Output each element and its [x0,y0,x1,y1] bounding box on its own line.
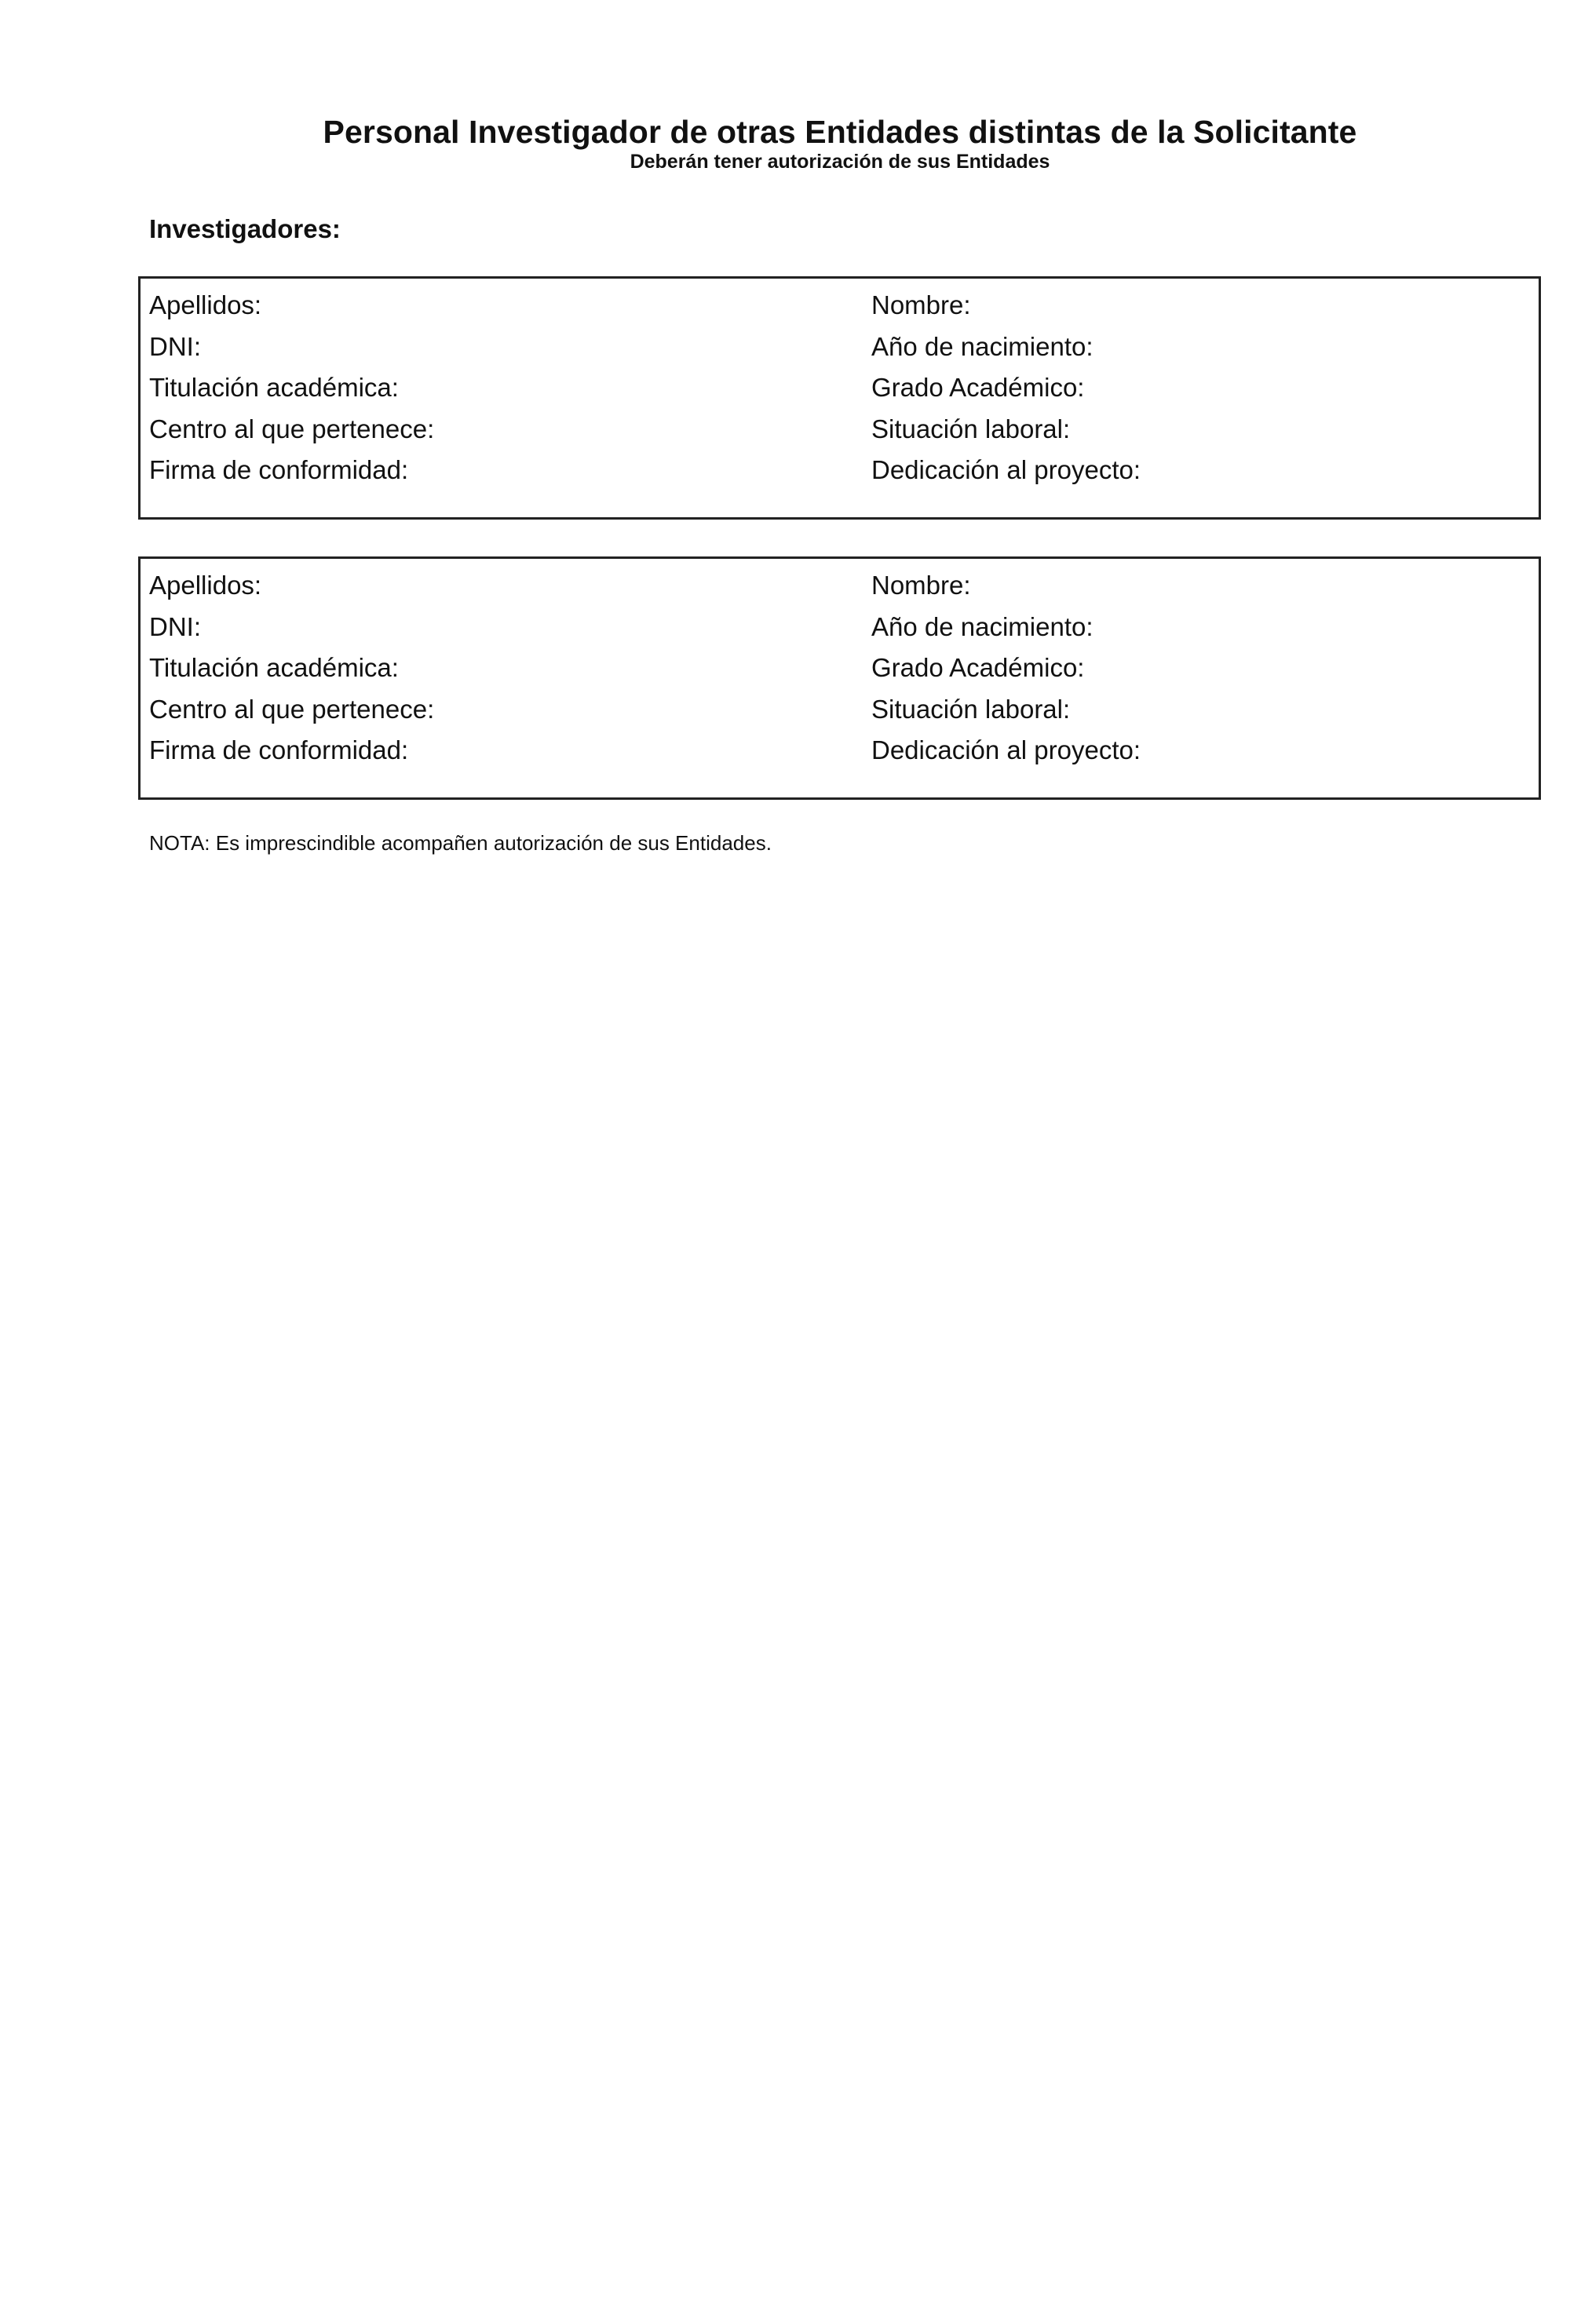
field-label-apellidos: Apellidos: [149,290,262,319]
field-label-nombre: Nombre: [871,571,971,600]
field-label-ano-nacimiento: Año de nacimiento: [871,611,1094,641]
field-label-dedicacion: Dedicación al proyecto: [871,735,1141,764]
field-label-ano-nacimiento: Año de nacimiento: [871,331,1094,361]
field-label-firma: Firma de conformidad: [149,455,409,484]
investigator-right-column [871,565,1141,772]
field-label-grado: Grado Académico: [871,373,1085,402]
field-label-centro: Centro al que pertenece: [149,414,435,443]
footnote: NOTA: Es imprescindible acompañen autorización de sus Entidades. [149,831,772,855]
investigator-right-column [871,285,1141,491]
field-label-situacion: Situación laboral: [871,414,1071,443]
investigator-box [138,276,1541,520]
field-label-centro: Centro al que pertenece: [149,694,435,724]
field-label-dni: DNI: [149,611,201,641]
field-label-titulacion: Titulación académica: [149,373,399,402]
field-label-situacion: Situación laboral: [871,694,1071,724]
document-subtitle: Deberán tener autorización de sus Entidades [630,151,1050,173]
document-header [0,114,1570,173]
document-title: Personal Investigador de otras Entidades distintas de la Solicitante [323,114,1357,150]
field-label-titulacion: Titulación académica: [149,653,399,682]
investigator-left-column [149,565,434,772]
field-label-firma: Firma de conformidad: [149,735,409,764]
field-label-dedicacion: Dedicación al proyecto: [871,455,1141,484]
field-label-apellidos: Apellidos: [149,571,262,600]
investigator-left-column [149,285,434,491]
field-label-grado: Grado Académico: [871,653,1085,682]
investigator-box [138,556,1541,800]
field-label-nombre: Nombre: [871,290,971,319]
field-label-dni: DNI: [149,331,201,361]
section-label-investigators: Investigadores: [149,214,341,243]
